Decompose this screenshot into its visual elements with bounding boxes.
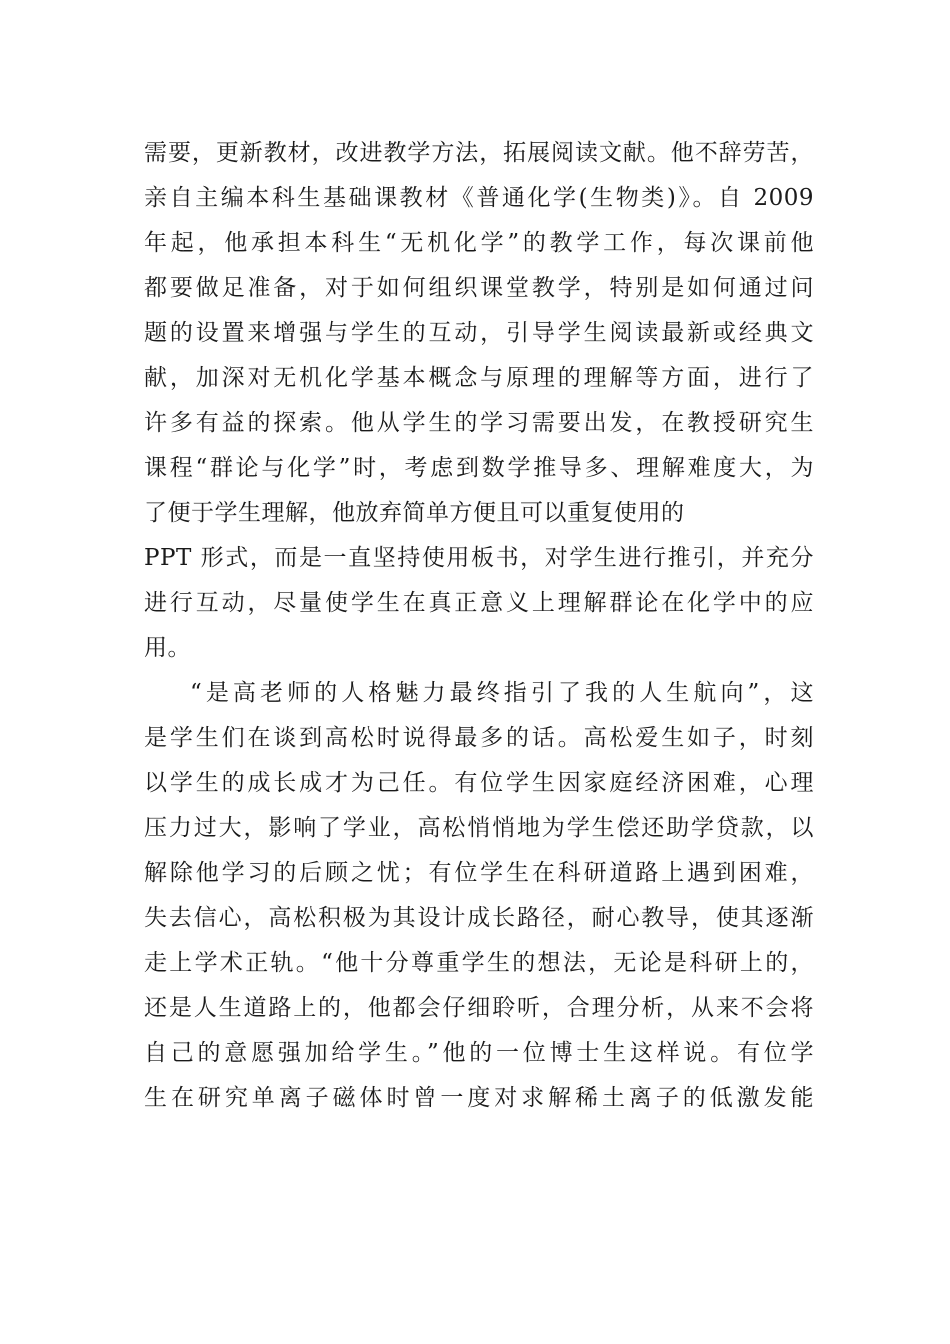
text-line: 生在研究单离子磁体时曾一度对求解稀土离子的低激发能	[144, 1085, 814, 1111]
text-line: 解除他学习的后顾之忧；有位学生在科研道路上遇到困难，	[144, 860, 814, 886]
text-line: PPT 形式，而是一直坚持使用板书，对学生进行推引，并充分	[144, 545, 814, 571]
text-line: 课程“群论与化学”时，考虑到数学推导多、理解难度大，为	[144, 455, 814, 481]
text-line: 用。	[144, 635, 191, 661]
text-line: 失去信心，高松积极为其设计成长路径，耐心教导，使其逐渐	[144, 905, 814, 931]
paragraph-first-line: “是高老师的人格魅力最终指引了我的人生航向”，这	[190, 680, 814, 706]
text-line: 还是人生道路上的，他都会仔细聆听，合理分析，从来不会将	[144, 995, 814, 1021]
text-line: 是学生们在谈到高松时说得最多的话。高松爱生如子，时刻	[144, 725, 814, 751]
text-line: 以学生的成长成才为己任。有位学生因家庭经济困难，心理	[144, 770, 814, 796]
text-line: 了便于学生理解，他放弃简单方便且可以重复使用的	[144, 500, 685, 526]
text-line: 进行互动，尽量使学生在真正意义上理解群论在化学中的应	[144, 590, 814, 616]
text-line: 亲自主编本科生基础课教材《普通化学(生物类)》。自 2009	[144, 185, 814, 211]
text-line: 许多有益的探索。他从学生的学习需要出发，在教授研究生	[144, 410, 814, 436]
text-line: 献，加深对无机化学基本概念与原理的理解等方面，进行了	[144, 365, 814, 391]
text-line: 年起，他承担本科生“无机化学”的教学工作，每次课前他	[144, 230, 814, 256]
text-line: 需要，更新教材，改进教学方法，拓展阅读文献。他不辞劳苦，	[144, 140, 814, 166]
text-line: 都要做足准备，对于如何组织课堂教学，特别是如何通过问	[144, 275, 814, 301]
text-line: 压力过大，影响了学业，高松悄悄地为学生偿还助学贷款，以	[144, 815, 814, 841]
text-line: 自己的意愿强加给学生。”他的一位博士生这样说。有位学	[144, 1040, 814, 1066]
body-text	[144, 131, 814, 1121]
text-line: 题的设置来增强与学生的互动，引导学生阅读最新或经典文	[144, 320, 814, 346]
text-line: 走上学术正轨。“他十分尊重学生的想法，无论是科研上的，	[144, 950, 814, 976]
